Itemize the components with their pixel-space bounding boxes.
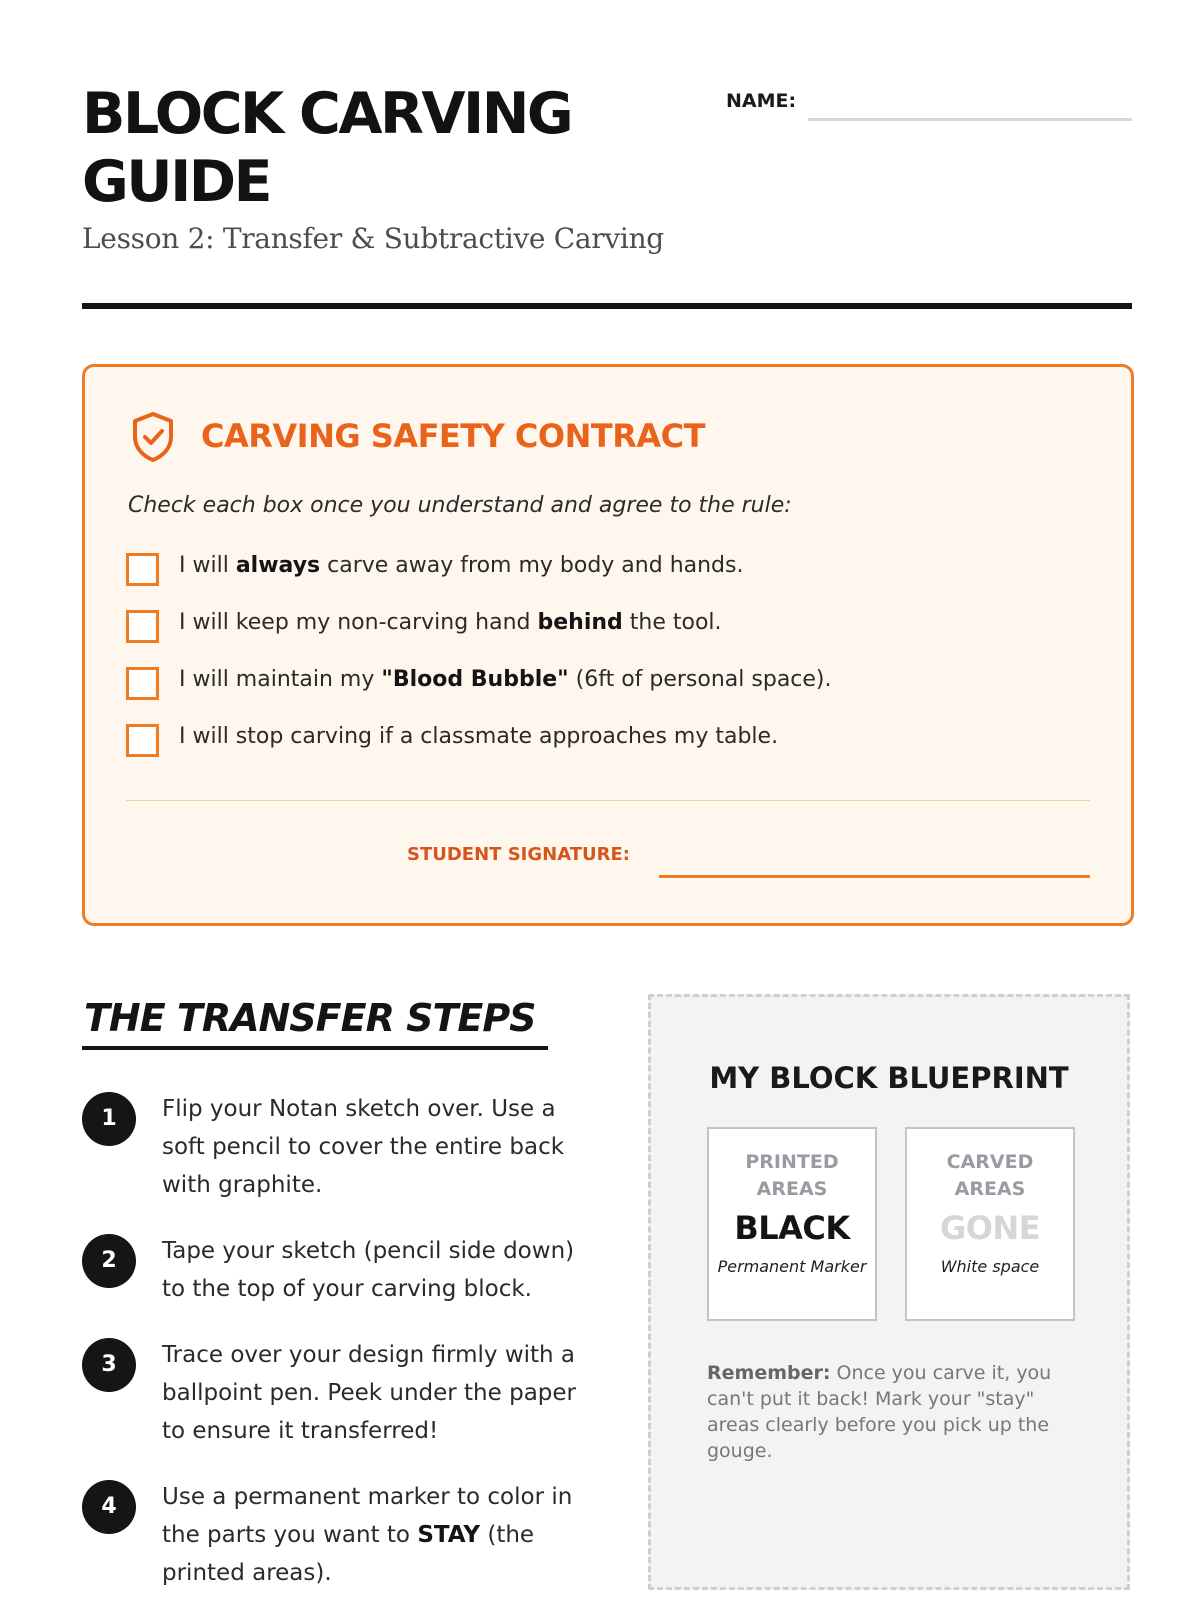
rule-text: I will always carve away from my body and hands. [179, 553, 744, 578]
steps-heading: THE TRANSFER STEPS [84, 996, 536, 1040]
rule-checkbox[interactable] [126, 724, 159, 757]
name-field-line[interactable] [808, 118, 1132, 121]
remember-note: Remember: Once you carve it, you can't put it back! Mark your "stay" areas clearly before you pick up the gouge. [707, 1362, 1052, 1462]
steps-heading-underline [82, 1046, 548, 1050]
carved-areas-card [905, 1127, 1075, 1321]
carved-areas-caption: White space [940, 1257, 1040, 1276]
rule-checkbox[interactable] [126, 553, 159, 586]
step-number: 3 [82, 1338, 136, 1392]
blueprint-title: MY BLOCK BLUEPRINT [709, 1061, 1069, 1095]
page-title: BLOCK CARVING GUIDE [82, 81, 572, 215]
name-label: NAME: [726, 90, 797, 112]
rule-text: I will stop carving if a classmate approaches my table. [179, 724, 779, 749]
printed-areas-caption: Permanent Marker [717, 1257, 867, 1276]
safety-instructions: Check each box once you understand and agree to the rule: [128, 493, 792, 518]
rule-checkbox[interactable] [126, 610, 159, 643]
printed-areas-label: PRINTED AREAS [745, 1151, 839, 1200]
safety-contract-title: CARVING SAFETY CONTRACT [201, 417, 705, 455]
step-number: 4 [82, 1480, 136, 1534]
printed-areas-word: BLACK [734, 1209, 850, 1247]
carved-areas-label: CARVED AREAS [946, 1151, 1034, 1200]
header-divider [82, 303, 1132, 309]
safety-rule [126, 610, 1106, 650]
blueprint-panel [648, 994, 1130, 1590]
step-text: Trace over your design firmly with a ballpoint pen. Peek under the paper to ensure it transferred! [162, 1342, 576, 1444]
step-text: Use a permanent marker to color in the parts you want to STAY (the printed areas). [162, 1484, 573, 1586]
safety-rule [126, 667, 1106, 707]
step-number: 2 [82, 1234, 136, 1288]
rule-text: I will maintain my "Blood Bubble" (6ft of personal space). [179, 667, 832, 692]
signature-label: STUDENT SIGNATURE: [407, 844, 630, 865]
safety-rule [126, 724, 1106, 764]
step-text: Tape your sketch (pencil side down) to the top of your carving block. [162, 1238, 575, 1302]
printed-areas-card [707, 1127, 877, 1321]
lesson-subtitle: Lesson 2: Transfer & Subtractive Carving [82, 222, 664, 255]
safety-contract-box [82, 364, 1134, 926]
carved-areas-word: GONE [939, 1209, 1041, 1247]
contract-divider [126, 800, 1090, 801]
step-text: Flip your Notan sketch over. Use a soft pencil to cover the entire back with graphite. [162, 1096, 565, 1198]
rule-checkbox[interactable] [126, 667, 159, 700]
rule-text: I will keep my non-carving hand behind the tool. [179, 610, 722, 635]
shield-check-icon [129, 411, 177, 463]
safety-rule [126, 553, 1106, 593]
step-number: 1 [82, 1092, 136, 1146]
signature-field-line[interactable] [659, 875, 1090, 878]
